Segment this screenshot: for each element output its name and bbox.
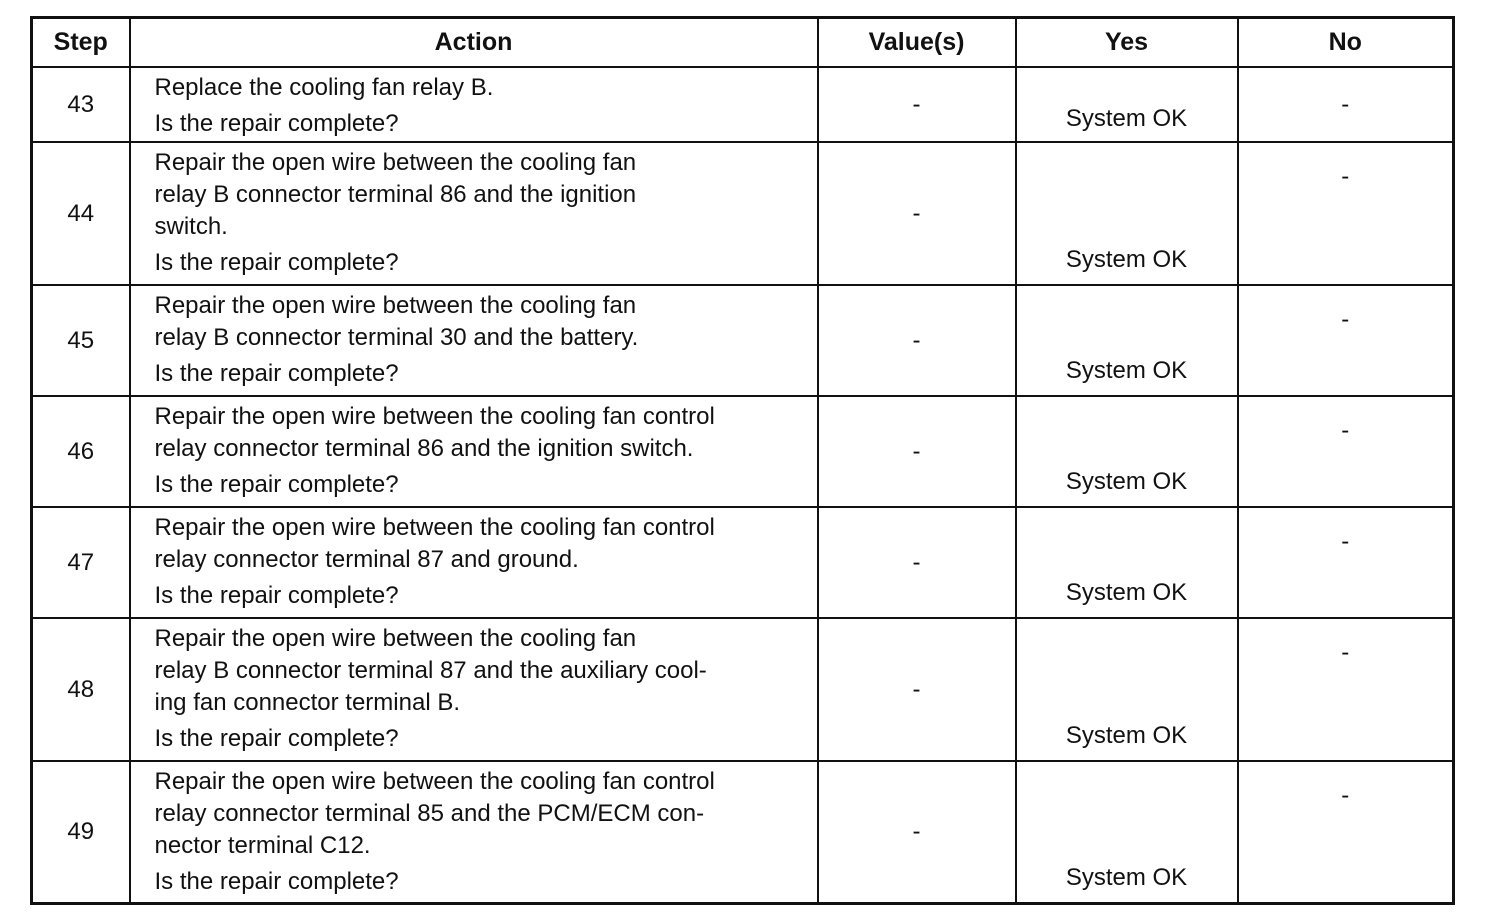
yes-result: System OK (1065, 468, 1188, 495)
no-result: - (1341, 306, 1350, 333)
header-values: Value(s) (818, 18, 1016, 68)
action-line: relay connector terminal 86 and the ignition switch. (154, 435, 694, 462)
action-line: nector terminal C12. (154, 832, 371, 859)
no-result: - (1341, 90, 1350, 118)
no-cell (1238, 507, 1454, 618)
table-row-46 (32, 396, 1454, 507)
value-cell: - (818, 396, 1016, 507)
table-row-43 (32, 67, 1454, 142)
header-row (32, 18, 1454, 68)
step-number: 48 (32, 618, 130, 761)
action-line: Repair the open wire between the cooling fan control (154, 514, 715, 541)
value-cell: - (818, 67, 1016, 142)
step-number: 49 (32, 761, 130, 903)
action-cell (130, 142, 818, 285)
action-question: Is the repair complete? (154, 471, 399, 498)
table-row-48 (32, 618, 1454, 761)
action-cell (130, 396, 818, 507)
yes-result: System OK (1065, 722, 1188, 749)
step-number: 44 (32, 142, 130, 285)
yes-cell (1016, 67, 1238, 142)
action-cell (130, 67, 818, 142)
action-question: Is the repair complete? (154, 249, 399, 276)
value-cell: - (818, 507, 1016, 618)
no-result: - (1341, 528, 1350, 555)
yes-result: System OK (1065, 105, 1188, 132)
table-row-49 (32, 761, 1454, 903)
table-row-45 (32, 285, 1454, 396)
yes-result: System OK (1065, 863, 1188, 891)
value-cell: - (818, 618, 1016, 761)
value-cell: - (818, 142, 1016, 285)
table-row-44 (32, 142, 1454, 285)
yes-result: System OK (1065, 246, 1188, 273)
header-no: No (1238, 18, 1454, 68)
yes-result: System OK (1065, 357, 1188, 384)
no-result: - (1341, 782, 1350, 809)
action-line: relay B connector terminal 30 and the battery. (154, 324, 639, 351)
yes-cell (1016, 396, 1238, 507)
step-number: 43 (32, 67, 130, 142)
no-result: - (1341, 639, 1350, 666)
action-line: Repair the open wire between the cooling fan (154, 625, 637, 652)
action-cell (130, 618, 818, 761)
no-cell (1238, 285, 1454, 396)
table-row-47 (32, 507, 1454, 618)
action-line: relay connector terminal 85 and the PCM/ECM con- (154, 800, 705, 827)
header-yes: Yes (1016, 18, 1238, 68)
action-line: relay connector terminal 87 and ground. (154, 546, 579, 573)
action-cell (130, 507, 818, 618)
yes-cell (1016, 618, 1238, 761)
step-number: 46 (32, 396, 130, 507)
no-result: - (1341, 417, 1350, 444)
action-line: relay B connector terminal 86 and the ignition (154, 181, 637, 208)
action-line: Repair the open wire between the cooling fan (154, 149, 637, 176)
action-line: Repair the open wire between the cooling fan control (154, 403, 715, 430)
action-line: Repair the open wire between the cooling fan control (154, 768, 715, 795)
step-number: 45 (32, 285, 130, 396)
yes-cell (1016, 507, 1238, 618)
action-line: ing fan connector terminal B. (154, 689, 460, 716)
no-result: - (1341, 163, 1350, 190)
header-action: Action (130, 18, 818, 68)
yes-cell (1016, 142, 1238, 285)
action-question: Is the repair complete? (154, 360, 399, 387)
no-cell (1238, 396, 1454, 507)
value-cell: - (818, 761, 1016, 903)
header-step: Step (32, 18, 130, 68)
action-question: Is the repair complete? (154, 725, 399, 752)
action-question: Is the repair complete? (154, 110, 399, 137)
value-cell: - (818, 285, 1016, 396)
yes-cell (1016, 285, 1238, 396)
action-line: relay B connector terminal 87 and the auxiliary cool- (154, 657, 707, 684)
action-cell (130, 761, 818, 903)
no-cell (1238, 761, 1454, 903)
action-cell (130, 285, 818, 396)
yes-result: System OK (1065, 579, 1188, 606)
action-question: Is the repair complete? (154, 868, 399, 895)
action-line: Replace the cooling fan relay B. (154, 74, 494, 101)
yes-cell (1016, 761, 1238, 903)
no-cell (1238, 618, 1454, 761)
no-cell (1238, 67, 1454, 142)
no-cell (1238, 142, 1454, 285)
diagnostic-table (30, 16, 1455, 905)
action-question: Is the repair complete? (154, 582, 399, 609)
action-line: Repair the open wire between the cooling fan (154, 292, 637, 319)
action-line: switch. (154, 213, 228, 240)
step-number: 47 (32, 507, 130, 618)
